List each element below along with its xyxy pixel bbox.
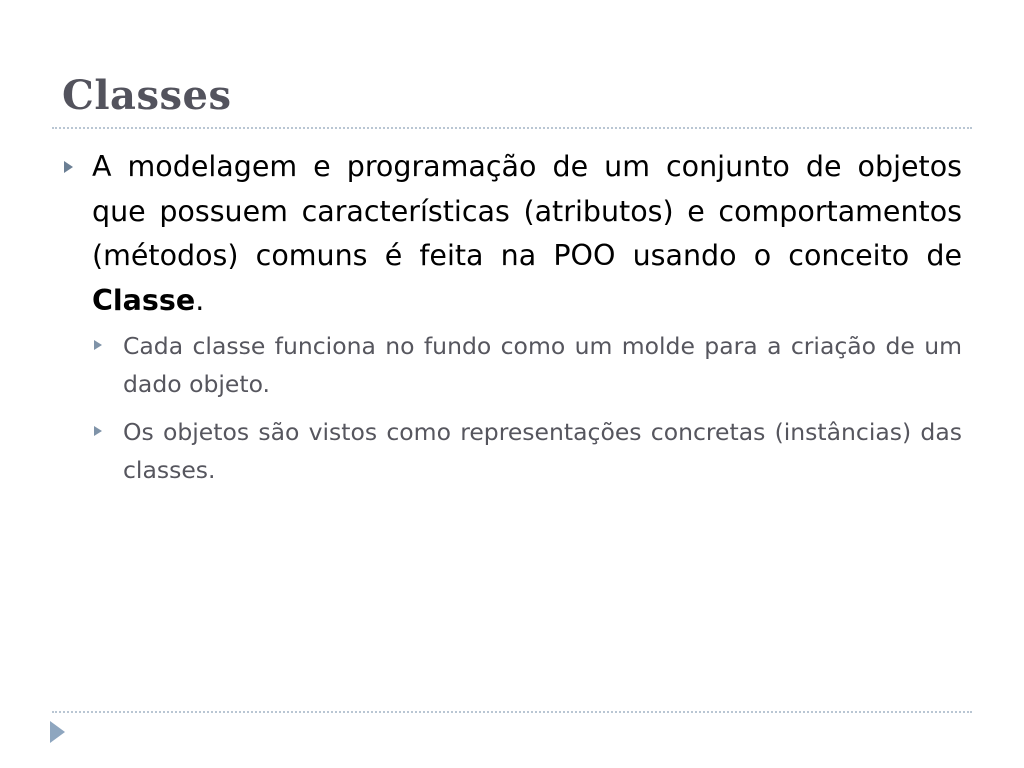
- subbullet-text: Os objetos são vistos como representações concretas (instâncias) das classes.: [123, 418, 962, 484]
- bullet-text: A modelagem e programação de um conjunto de objetos que possuem características (atributos) e comportamentos (métodos) comuns é feita na POO usando o conceito de: [92, 150, 962, 272]
- triangle-bullet-icon: [64, 161, 73, 173]
- title-divider: [52, 127, 972, 129]
- subbullet-text: Cada classe funciona no fundo como um molde para a criação de um dado objeto.: [123, 332, 962, 398]
- subbullet-item: [94, 327, 962, 403]
- triangle-bullet-icon: [94, 426, 102, 436]
- triangle-nav-icon[interactable]: [50, 721, 65, 743]
- bullet-text-end: .: [195, 283, 205, 317]
- triangle-bullet-icon: [94, 340, 102, 350]
- slide-title: Classes: [62, 72, 232, 119]
- subbullet-item: [94, 413, 962, 489]
- slide-body: [62, 145, 962, 489]
- bullet-bold-term: Classe: [92, 283, 196, 317]
- bullet-item: [62, 145, 962, 323]
- footer-divider: [52, 711, 972, 713]
